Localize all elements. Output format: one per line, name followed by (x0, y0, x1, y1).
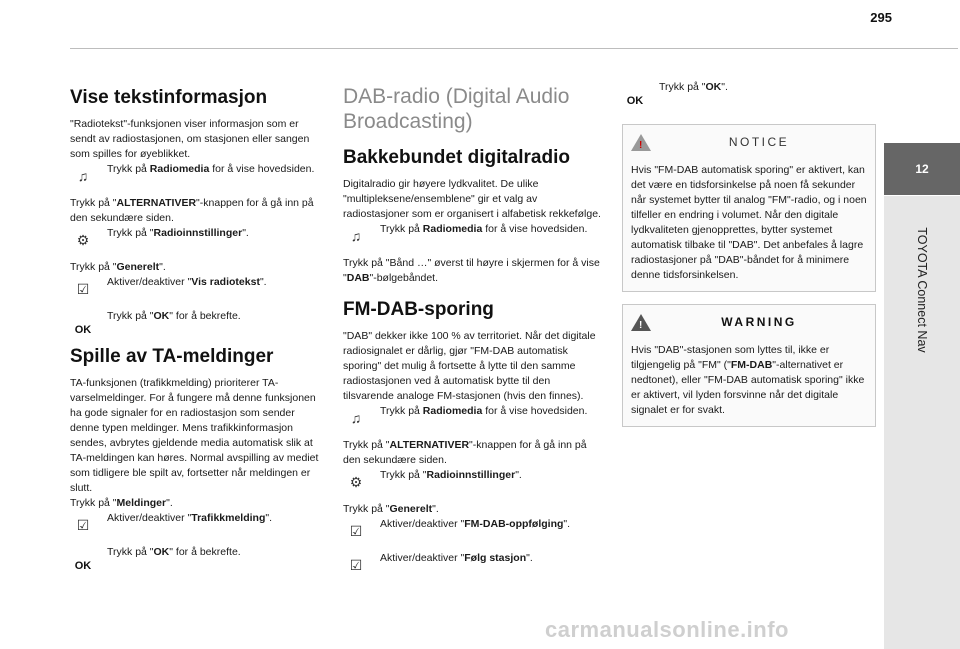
instruction: Trykk på "ALTERNATIVER"-knappen for å gå inn på den sekundære siden. (343, 439, 587, 466)
step-vis-radiotekst: ☑ Aktiver/deaktiver "Vis radiotekst". (70, 275, 326, 305)
chapter-label: TOYOTA Connect Nav (915, 227, 929, 353)
column-2 (343, 80, 601, 585)
step-radioinnstillinger: ⚙ Trykk på "Radioinnstillinger". (70, 226, 326, 256)
step-trafikkmelding: ☑ Aktiver/deaktiver "Trafikkmelding". (70, 511, 326, 541)
step-ok: OK Trykk på "OK" for å bekrefte. (70, 545, 326, 575)
checkbox-icon: ☑ (349, 522, 363, 539)
gear-icon: ⚙ (349, 473, 363, 490)
warning-triangle-icon (631, 314, 651, 331)
checkbox-icon: ☑ (349, 556, 363, 573)
paragraph: Digitalradio gir høyere lydkvalitet. De ulike "multipleksene/ensemblene" gir et valg av radiostasjoner som er organisert i alfabetisk rekkefølge. (343, 178, 601, 220)
notice-title: NOTICE (728, 134, 790, 149)
ok-icon: OK (74, 559, 92, 572)
warning-box (622, 304, 876, 427)
ok-icon: OK (74, 323, 92, 336)
notice-box (622, 124, 876, 292)
ok-icon: OK (626, 94, 644, 107)
step-radiomedia: ♫ Trykk på Radiomedia for å vise hovedsiden. (343, 222, 601, 252)
step-folg-stasjon: ☑ Aktiver/deaktiver "Følg stasjon". (343, 551, 601, 581)
checkbox-icon: ☑ (76, 516, 90, 533)
column-3 (622, 80, 876, 439)
warning-title: WARNING (721, 314, 797, 329)
paragraph: "DAB" dekker ikke 100 % av territoriet. Når det digitale radiosignalet er dårlig, gjør "FM-DAB automatisk sporing" det mulig å fortsette å lytte til den samme radiostasjonen ved å automatisk bytte til den tilsvarende analoge FM-stasjonen (hvis den finnes). (343, 330, 596, 402)
step-ok: OK Trykk på "OK" for å bekrefte. (70, 309, 326, 339)
music-icon: ♫ (350, 409, 362, 426)
checkbox-icon: ☑ (76, 280, 90, 297)
instruction: Trykk på "Generelt". (70, 261, 166, 273)
gear-icon: ⚙ (76, 231, 90, 248)
step-ok: OK Trykk på "OK". (622, 80, 876, 110)
music-icon: ♫ (77, 167, 89, 184)
top-rule (70, 48, 958, 49)
heading-fm-dab: FM-DAB-sporing (343, 299, 494, 320)
warning-triangle-icon (631, 134, 651, 151)
music-icon: ♫ (350, 227, 362, 244)
instruction: Trykk på "Meldinger". (70, 497, 173, 509)
paragraph: TA-funksjonen (trafikkmelding) prioriterer TA-varselmeldinger. For å fungere må denne funksjonen ha gode signaler for en radiostasjon som sender denne typen meldinger. Mens trafikkinformasjon sendes, avbrytes gjeldende media automatisk slik at TA-meldingen kan høres. Normal avspilling av mediet som tidligere ble spilt av, fortsetter når meldingen er slutt. (70, 377, 319, 494)
heading-dab: DAB-radio (Digital Audio Broadcasting) (343, 85, 570, 133)
warning-header (631, 311, 867, 333)
chapter-tab[interactable]: 12 (884, 143, 960, 195)
paragraph: "Radiotekst"-funksjonen viser informasjon som er sendt av radiostasjonen, om stasjonen eller sangen som spilles for øyeblikket. (70, 118, 310, 160)
step-radioinnstillinger: ⚙ Trykk på "Radioinnstillinger". (343, 468, 601, 498)
column-1 (70, 80, 326, 579)
step-fm-dab-oppfolging: ☑ Aktiver/deaktiver "FM-DAB-oppfølging". (343, 517, 601, 547)
heading-ta: Spille av TA-meldinger (70, 346, 274, 367)
instruction: Trykk på "Generelt". (343, 503, 439, 515)
instruction: Trykk på "Bånd …" øverst til høyre i skjermen for å vise "DAB"-bølgebåndet. (343, 257, 600, 284)
step-radiomedia: ♫ Trykk på Radiomedia for å vise hovedsiden. (70, 162, 326, 192)
step-radiomedia: ♫ Trykk på Radiomedia for å vise hovedsiden. (343, 404, 601, 434)
notice-text: Hvis "FM-DAB automatisk sporing" er aktivert, kan det være en tidsforsinkelse på noen få sekunder når systemet bytter til analog "FM"-radio, og i noen tilfeller en endring i volumet. Når den digitale lydkvaliteten gjenopprettes, bytter systemet automatisk tilbake til "DAB". Det anbefales å lagre radiostasjoner på "DAB"-båndet for å minimere denne tidsforsinkelsen. (631, 164, 867, 281)
warning-text: Hvis "DAB"-stasjonen som lyttes til, ikke er tilgjengelig på "FM" ("FM-DAB"-alternativet er nedtonet), eller "FM-DAB automatisk sporing" ikke er aktivert, vil lyden forsvinne når det digitale signalet er for svakt. (631, 344, 865, 416)
notice-header (631, 131, 867, 153)
watermark: carmanualsonline.info (545, 617, 789, 642)
heading-vise-tekst: Vise tekstinformasjon (70, 87, 268, 108)
page-number: 295 (870, 10, 892, 25)
heading-bakkebundet: Bakkebundet digitalradio (343, 147, 570, 168)
instruction: Trykk på "ALTERNATIVER"-knappen for å gå inn på den sekundære siden. (70, 197, 314, 224)
